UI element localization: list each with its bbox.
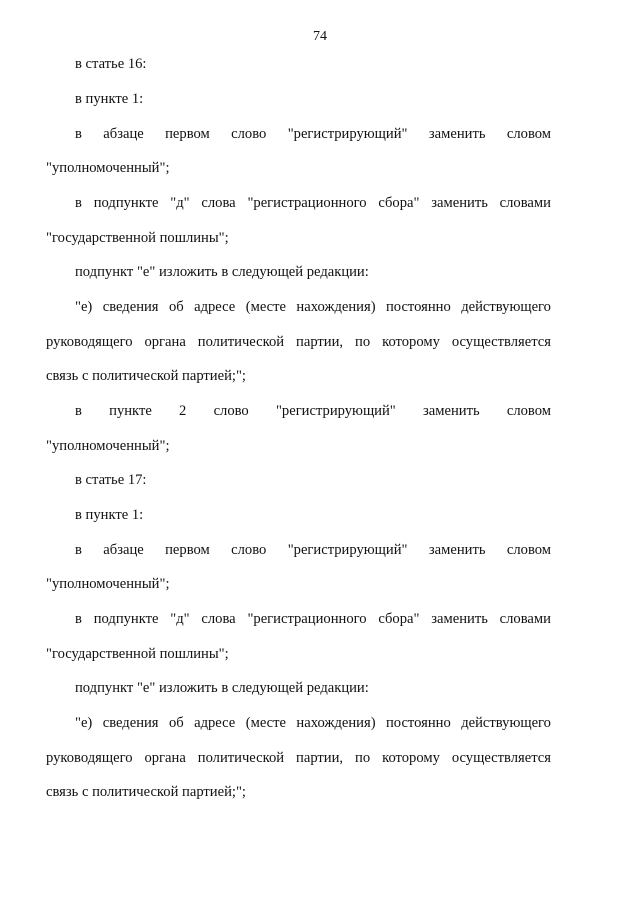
word: "д" xyxy=(170,195,190,211)
word: слова xyxy=(201,195,236,211)
word: сведения xyxy=(102,299,159,315)
word: "регистрационного xyxy=(247,611,367,627)
word: постоянно xyxy=(385,299,451,315)
word: в xyxy=(75,542,82,558)
word: адресе xyxy=(194,715,236,731)
word: в xyxy=(75,611,82,627)
word: словом xyxy=(506,126,551,142)
word: слово xyxy=(231,542,267,558)
word: которому xyxy=(382,334,440,350)
word: адресе xyxy=(194,299,236,315)
word: заменить xyxy=(431,195,488,211)
text-line-justified xyxy=(75,125,551,143)
word: нахождения) xyxy=(296,715,376,731)
text-line: в пункте 1: xyxy=(75,91,144,107)
word: подпункте xyxy=(93,611,159,627)
word: "е) xyxy=(75,715,93,731)
text-line: подпункт "е" изложить в следующей редакции: xyxy=(75,680,369,696)
text-line-justified xyxy=(75,541,551,559)
word: абзаце xyxy=(103,126,144,142)
word: "регистрирующий" xyxy=(275,403,396,419)
text-line: "уполномоченный"; xyxy=(46,576,170,592)
text-line: "уполномоченный"; xyxy=(46,438,170,454)
word: абзаце xyxy=(103,542,144,558)
word: органа xyxy=(144,334,186,350)
text-line: "уполномоченный"; xyxy=(46,160,170,176)
word: словами xyxy=(499,195,551,211)
text-line: связь с политической партией;"; xyxy=(46,784,246,800)
word: руководящего xyxy=(46,334,133,350)
word: "д" xyxy=(170,611,190,627)
text-line-justified xyxy=(75,298,551,316)
word: заменить xyxy=(428,126,486,142)
text-line-justified xyxy=(75,194,551,212)
word: 2 xyxy=(179,403,187,419)
word: об xyxy=(168,299,184,315)
page-number: 74 xyxy=(313,29,327,44)
word: пункте xyxy=(109,403,152,419)
word: органа xyxy=(144,750,186,766)
text-line-justified xyxy=(75,610,551,628)
word: словами xyxy=(499,611,551,627)
word: руководящего xyxy=(46,750,133,766)
word: слово xyxy=(231,126,267,142)
word: действующего xyxy=(461,299,551,315)
text-line: в пункте 1: xyxy=(75,507,144,523)
text-line: в статье 17: xyxy=(75,472,147,488)
word: (месте xyxy=(245,299,286,315)
word: слова xyxy=(201,611,236,627)
word: нахождения) xyxy=(296,299,376,315)
word: словом xyxy=(506,542,551,558)
text-line: в статье 16: xyxy=(75,56,147,72)
word: партии, xyxy=(296,334,344,350)
text-line: подпункт "е" изложить в следующей редакции: xyxy=(75,264,369,280)
word: слово xyxy=(213,403,249,419)
word: заменить xyxy=(431,611,488,627)
text-line: связь с политической партией;"; xyxy=(46,368,246,384)
text-line-justified xyxy=(46,749,551,767)
word: (месте xyxy=(245,715,286,731)
word: осуществляется xyxy=(451,334,551,350)
text-line-justified xyxy=(75,402,551,420)
word: сбора" xyxy=(378,195,420,211)
word: первом xyxy=(165,542,210,558)
word: осуществляется xyxy=(451,750,551,766)
word: политической xyxy=(197,334,285,350)
word: которому xyxy=(382,750,440,766)
text-line-justified xyxy=(46,333,551,351)
word: в xyxy=(75,403,82,419)
word: об xyxy=(168,715,184,731)
word: действующего xyxy=(461,715,551,731)
text-line-justified xyxy=(75,714,551,732)
text-line: "государственной пошлины"; xyxy=(46,230,229,246)
word: партии, xyxy=(296,750,344,766)
word: "регистрационного xyxy=(247,195,367,211)
word: в xyxy=(75,126,82,142)
word: "регистрирующий" xyxy=(287,126,408,142)
word: заменить xyxy=(423,403,480,419)
word: по xyxy=(355,334,371,350)
word: сбора" xyxy=(378,611,420,627)
word: заменить xyxy=(428,542,486,558)
word: постоянно xyxy=(385,715,451,731)
word: по xyxy=(355,750,371,766)
word: "е) xyxy=(75,299,93,315)
word: сведения xyxy=(102,715,159,731)
word: словом xyxy=(506,403,551,419)
word: "регистрирующий" xyxy=(287,542,408,558)
word: подпункте xyxy=(93,195,159,211)
word: первом xyxy=(165,126,210,142)
word: политической xyxy=(197,750,285,766)
word: в xyxy=(75,195,82,211)
text-line: "государственной пошлины"; xyxy=(46,646,229,662)
